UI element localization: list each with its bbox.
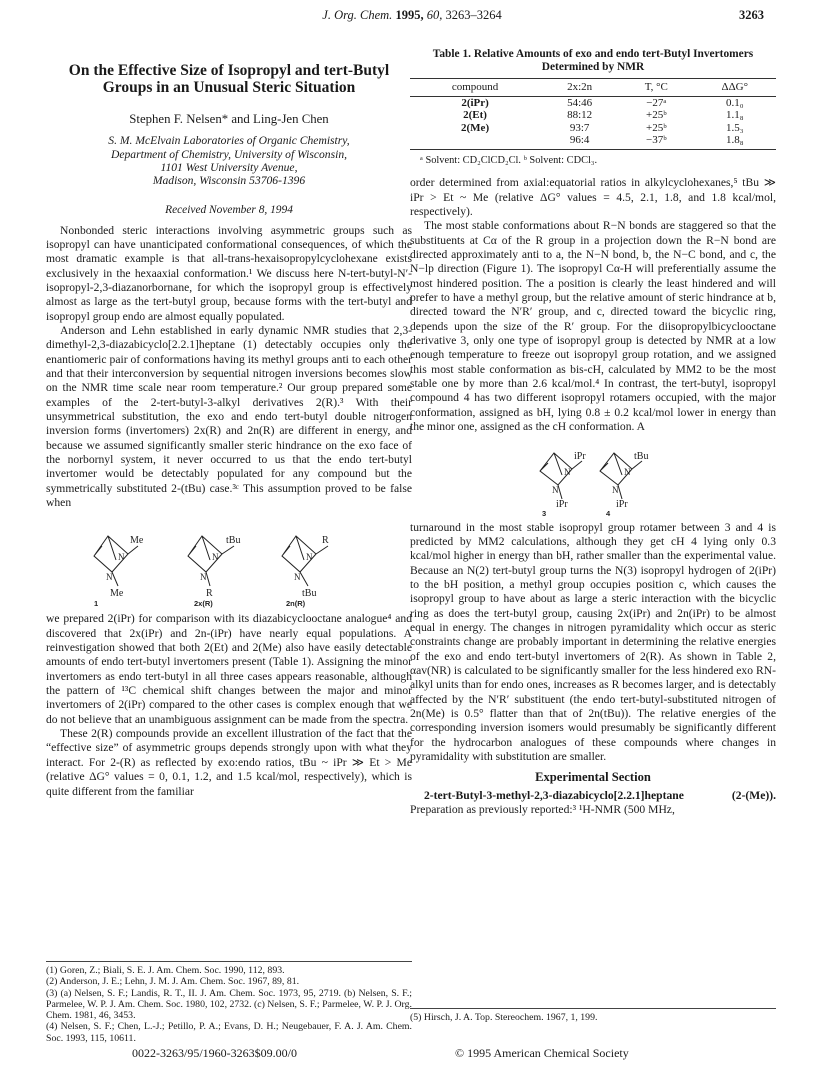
journal-pages: 3263–3264 (445, 8, 502, 22)
structure-drawing (410, 441, 776, 517)
structure-drawing (46, 516, 412, 608)
running-header (60, 8, 764, 28)
scheme-structures-3-4 (410, 441, 776, 517)
table-cell: 0.1₀ (725, 96, 744, 109)
paragraph: Anderson and Lehn established in early dynamic NMR studies that 2,3-dimethyl-2,3-diazabicyclo[2.2.1]heptane (1) detectably occupies only the enantiomeric pair of conformations having its methyl groups anti to each other and that their interconversion by sequential nitrogen inversions becomes slow on the NMR time scale near room temperature.² Our group prepared some examples of the 2-tert-butyl-3-alkyl derivatives 2(R).³ With their unsymmetrical substitution, the exo and endo tert-butyl double nitrogen inversion forms (invertomers) 2x(R) and 2n(R) are different in energy, and because we assumed significantly smaller steric hindrance on the exo face of the norbornyl system, it never occurred to us that the endo tert-butyl invertomer would be detectably populated for any compound but the symmetrically substituted 2-(tBu) case.³ᶜ This assumption proved to be false when (46, 323, 412, 510)
footnote: (2) Anderson, J. E.; Lehn, J. M. J. Am. Chem. Soc. 1967, 89, 81. (46, 976, 300, 988)
svg-text:N: N (552, 484, 559, 495)
footnote: (1) Goren, Z.; Biali, S. E. J. Am. Chem. Soc. 1990, 112, 893. (46, 965, 285, 976)
table-cell: 2(iPr) (461, 96, 489, 109)
label-tbu: tBu (634, 450, 649, 462)
table-cell: 54:46 (567, 96, 593, 109)
svg-text:N: N (624, 466, 631, 477)
paragraph: The most stable conformations about R−N bonds are staggered so that the substituents at Cα of the R group in a projection down the R−N bond are directed approximately anti to a, the N−N bond, b, the N−C bond, and c, the N−lp direction (Figure 1). The isopropyl Cα-H will preferentially assume the most hindered position. The a position is clearly the least hindered and will prefer to have a methyl group, but the relative amount of steric hindrance at b, directed toward the N′R′ group, and c, directed toward the bicyclic ring, depends upon the size of the R′ group. For the diisopropylbicyclooctane derivative 3, only one type of isopropyl group is detected by NMR at a low enough temperature to freeze out isopropyl group rotation, and we assigned this most stable conformation as bis-cH, calculated by MM2 to be the most stable one by more than 2.6 kcal/mol.⁴ In contrast, the tert-butyl, isopropyl compound 4 has two different isopropyl rotamers occupied, with the major conformation, assigned as bH, lying 0.8 ± 0.2 kcal/mol lower in energy than the minor one, assigned as the cH conformation. A (410, 219, 776, 434)
table-1-caption: Table 1. Relative Amounts of exo and endo tert-Butyl Invertomers Determined by NMR (432, 48, 754, 73)
table-cell: 96:4 (540, 134, 619, 149)
paragraph: turnaround in the most stable isopropyl group rotamer between 3 and 4 is predicted by MM2 calculations, although they get cH 4 lying only 0.3 kcal/mol higher in energy than bH, rather smaller than the experimental value. Because an N(2) tert-butyl group turns the N(3) isopropyl hydrogen of 2(iPr) to the bH position, a methyl group occupies position c, which causes the isopropyl group to have about as large a steric interaction with the bicyclic ring as does the tert-butyl group, causing 2x(iPr) and 2n(iPr) to be almost equal in energy. The changes in nitrogen pyramidality which occur as steric constraints change are probably important in determining the relative energies of the exo and endo tert-butyl invertomers of 2(R). As shown in Table 2, αav(NR) is calculated to be significantly smaller for the less hindered exo RN-alkyl units than for endo ones, increases as R becomes larger, and is detectably affected by the N′R′ substituent (the endo tert-butyl-substituted nitrogen of 2n(Me) is 0.5° flatter than that of 2n(tBu)). The relative energies of the corresponding inversion isomers would presumably be significantly different for the hydrocarbon analogues of these compounds where changes in pyramidality with substitution are smaller. (410, 520, 776, 763)
table-1 (410, 78, 776, 150)
compound-number-2n: 2n(R) (286, 599, 306, 609)
table-cell: 2(Me) (461, 121, 490, 134)
footnote: (4) Nelsen, S. F.; Chen, L.-J.; Petillo, P. A.; Evans, D. H.; Neugebauer, F. A. J. Am. Chem. Soc. 1993, 115, 10611. (46, 1021, 412, 1044)
table-1-footnote: ᵃ Solvent: CD₂ClCD₂Cl. ᵇ Solvent: CDCl₃. (420, 154, 598, 166)
received-date: Received November 8, 1994 (165, 204, 293, 217)
label-ipr: iPr (556, 498, 568, 510)
table-row (410, 96, 776, 109)
label-ipr: iPr (616, 498, 628, 510)
column-header: T, °C (619, 79, 693, 97)
affiliation-line: S. M. McElvain Laboratories of Organic Chemistry, (108, 134, 350, 148)
table-cell: −37ᵇ (619, 134, 693, 149)
footnote-right: (5) Hirsch, J. A. Top. Stereochem. 1967, 1, 199. (410, 1008, 776, 1023)
label-ipr: iPr (574, 450, 586, 462)
paragraph: order determined from axial:equatorial ratios in alkylcyclohexanes,⁵ tBu ≫ iPr > Et ~ Me (relative ΔG° values = 4.5, 2.1, 1.8, and 1.8 kcal/mol, respectively). (410, 176, 776, 218)
compound-number-1: 1 (94, 599, 99, 609)
label-me: Me (110, 588, 124, 600)
article-authors: Stephen F. Nelsen* and Ling-Jen Chen (129, 112, 329, 126)
affiliation-line: 1101 West University Avenue, (160, 160, 298, 174)
table-cell: +25ᵇ (646, 109, 667, 122)
compound-number-2x: 2x(R) (194, 599, 213, 609)
journal-volume: 60, (426, 8, 443, 22)
table-row (410, 134, 776, 149)
label-r: R (206, 588, 213, 600)
left-column (46, 62, 412, 799)
svg-text:N: N (212, 552, 219, 563)
label-me: Me (130, 535, 144, 547)
paragraph: we prepared 2(iPr) for comparison with its diazabicyclooctane analogue⁴ and discovered that 2x(iPr) and 2n-(iPr) have nearly equal populations. A reinvestigation showed that both 2(Et) and 2(Me) also have easily detectable amounts of endo tert-butyl invertomers present (Table 1). Assigning the minor invertomers as endo tert-butyl in all three cases appears reasonable, although the pattern of ¹³C chemical shift changes between the major and minor invertomers of 2(iPr) compared to the other cases is complex enough that we do not believe that an unambiguous assignment can be made from the spectra. (46, 612, 412, 726)
copyright-notice: © 1995 American Chemical Society (455, 1046, 629, 1060)
svg-text:N: N (106, 572, 113, 583)
table-cell (410, 134, 540, 149)
table-cell: −27ᵃ (646, 96, 667, 109)
author-affiliation (46, 134, 412, 187)
column-header: compound (410, 79, 540, 97)
experimental-text: Preparation as previously reported:³ ¹H-NMR (500 MHz, (410, 803, 675, 817)
table-cell: 1.8₈ (694, 134, 776, 149)
svg-text:N: N (612, 484, 619, 495)
journal-name: J. Org. Chem. (322, 8, 393, 22)
svg-text:N: N (200, 572, 207, 583)
svg-text:N: N (294, 572, 301, 583)
label-tbu: tBu (226, 535, 241, 547)
table-cell: 88:12 (567, 109, 593, 122)
svg-text:N: N (118, 552, 125, 563)
journal-citation (60, 8, 764, 23)
section-heading: Experimental Section (535, 770, 651, 785)
compound-number-3: 3 (542, 508, 547, 517)
label-tbu: tBu (302, 588, 317, 600)
journal-year: 1995, (395, 8, 424, 22)
compound-number-4: 4 (606, 508, 611, 517)
footnote: (3) (a) Nelsen, S. F.; Landis, R. T., II. J. Am. Chem. Soc. 1973, 95, 2719. (b) Nelsen, S. F.; Parmelee, W. P. J. Am. Chem. Soc. 1980, 102, 2732. (c) Nelsen, S. F.; Parmelee, W. P. J. Org. Chem. 1981, 46, 3453. (46, 987, 412, 1022)
table-cell: 1.1₈ (725, 109, 744, 122)
label-r: R (322, 535, 329, 547)
affiliation-line: Department of Chemistry, University of Wisconsin, (110, 147, 348, 161)
page-number: 3263 (739, 8, 764, 22)
paragraph: These 2(R) compounds provide an excellent illustration of the fact that the “effective size” of asymmetric groups depends strongly upon with what they interact. For 2-(R) as reflected by exo:endo ratios, tBu ~ iPr ≫ Et > Me (relative ΔG° values = 0, 0.1, 1.2, and 1.5 kcal/mol, respectively), which is quite different from the familiar (46, 727, 413, 798)
table-cell: 93:7 (569, 121, 590, 134)
svg-text:N: N (564, 466, 571, 477)
table-cell: 1.5₃ (725, 121, 744, 134)
svg-text:N: N (306, 552, 313, 563)
table-row (410, 122, 776, 135)
experimental-paragraph (410, 789, 776, 818)
footnotes-left (46, 961, 412, 1044)
column-header: ΔΔG° (694, 79, 776, 97)
table-row (410, 109, 776, 122)
affiliation-line: Madison, Wisconsin 53706-1396 (152, 173, 306, 187)
compound-heading: 2-tert-Butyl-3-methyl-2,3-diazabicyclo[2.2.1]heptane (2-(Me)). (424, 788, 776, 802)
column-header: 2x:2n (540, 79, 619, 97)
paragraph: Nonbonded steric interactions involving asymmetric groups such as isopropyl can have unanticipated conformational consequences, of which the most dramatic example is that all-trans-hexaisopropylcyclohexane exists exclusively in the hexaaxial conformation.¹ We discuss here N-tert-butyl-N′-isopropyl-2,3-diazanorbornane, for which the isopropyl group is effectively almost as large as the tert-butyl group, because forms with the tert-butyl and isopropyl group endo are almost equally populated. (46, 223, 412, 323)
scheme-structures-1-2 (46, 516, 412, 608)
article-title: On the Effective Size of Isopropyl and tert-Butyl Groups in an Unusual Steric Situation (68, 62, 390, 96)
right-column (410, 48, 776, 817)
table-cell: +25ᵇ (646, 121, 667, 134)
issn-code: 0022-3263/95/1960-3263$09.00/0 (132, 1046, 297, 1060)
table-cell: 2(Et) (463, 109, 487, 122)
